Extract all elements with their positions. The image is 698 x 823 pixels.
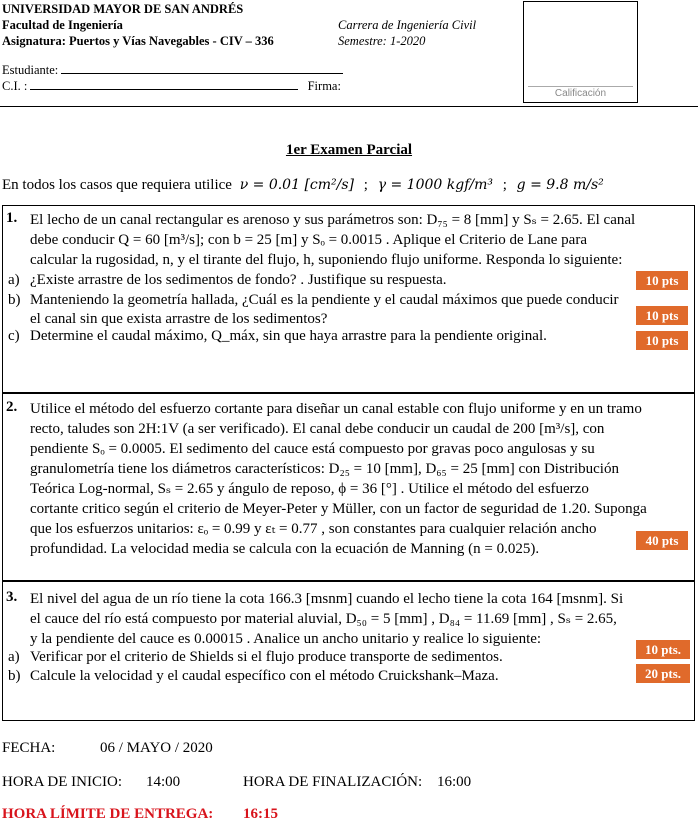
- q1-item-a-label: a): [8, 272, 20, 288]
- university-name: UNIVERSIDAD MAYOR DE SAN ANDRÉS: [2, 2, 244, 16]
- student-name-field[interactable]: [61, 62, 343, 74]
- question-3-text: [30, 589, 687, 649]
- q3-item-a-text: Verificar por el criterio de Shields si el flujo produce transporte de sedimentos.: [30, 649, 503, 665]
- faculty-name: Facultad de Ingeniería: [2, 18, 123, 32]
- question-3-number: 3.: [6, 589, 18, 605]
- q2-line: cortante critico según el criterio de Meyer-Peter y Müller, con un factor de seguridad de 1.20. Suponga: [30, 501, 647, 517]
- subject-name: Puertos y Vías Navegables - CIV – 336: [69, 34, 274, 48]
- q1-line: El lecho de un canal rectangular es arenoso y sus parámetros son: D₇₅ = 8 [mm] y Sₛ = 2.65. El canal: [30, 212, 636, 228]
- ci-field[interactable]: [30, 78, 298, 90]
- header-divider: [0, 106, 698, 107]
- q3-line: y la pendiente del cauce es 0.00015 . Analice un ancho unitario y realice lo siguiente:: [30, 631, 542, 647]
- q1-line: calcular la rugosidad, n, y el tirante del flujo, h, suponiendo flujo uniforme. Responda lo siguiente:: [30, 252, 623, 268]
- grade-box: [523, 1, 638, 103]
- q1-c-points-badge: 10 pts: [636, 331, 688, 350]
- grade-label: Calificación: [554, 88, 607, 99]
- q3-item-a-label: a): [8, 649, 20, 665]
- q3-item-b-label: b): [8, 668, 21, 684]
- deadline-value: 16:15: [243, 806, 278, 822]
- subject-line: [2, 33, 274, 49]
- date-value: 06 / MAYO / 2020: [100, 740, 213, 756]
- constant-gamma: γ = 1000 kgf/m³: [377, 177, 493, 193]
- q3-item-b-text: Calcule la velocidad y el caudal específico con el método Cruickshank–Maza.: [30, 668, 499, 684]
- q2-line: pendiente Sₒ = 0.0005. El sedimento del cauce está compuesto por gravas poco angulosas y su: [30, 441, 595, 457]
- q1-a-points-badge: 10 pts: [636, 271, 688, 290]
- signature-label: Firma:: [307, 79, 341, 93]
- q3-a-points-badge: 10 pts.: [636, 640, 690, 659]
- ci-line: [2, 78, 341, 94]
- student-line: [2, 62, 343, 78]
- exam-title: 1er Examen Parcial: [285, 142, 413, 158]
- q1-item-b-label: b): [8, 292, 21, 308]
- q3-line: El nivel del agua de un río tiene la cota 166.3 [msnm] cuando el lecho tiene la cota 164 [msnm]. Si: [30, 591, 624, 607]
- q1-item-c-label: c): [8, 328, 20, 344]
- start-time-label: HORA DE INICIO:: [2, 774, 122, 790]
- constants-line: En todos los casos que requiera utilice ν = 0.01 [cm²/s] ; γ = 1000 kgf/m³ ; g = 9.8 m/s²: [2, 177, 604, 193]
- q2-line: profundidad. La velocidad media se calcula con la ecuación de Manning (n = 0.025).: [30, 541, 540, 557]
- deadline-label: HORA LÍMITE DE ENTREGA:: [2, 806, 214, 822]
- q3-b-points-badge: 20 pts.: [636, 664, 690, 683]
- q2-line: Teórica Log-normal, Sₛ = 2.65 y ángulo de reposo, ϕ = 36 [°] . Utilice el método del esfuerzo: [30, 481, 589, 497]
- q2-line: Utilice el método del esfuerzo cortante para diseñar un canal estable con flujo uniforme y en un tramo: [30, 401, 642, 417]
- q1-line: debe conducir Q = 60 [m³/s]; con b = 25 [m] y Sₒ = 0.0015 . Aplique el Criterio de Lane para: [30, 232, 587, 248]
- semester: Semestre: 1-2020: [338, 34, 426, 48]
- date-label: FECHA:: [2, 740, 56, 756]
- q2-points-badge: 40 pts: [636, 531, 688, 550]
- constants-intro: En todos los casos que requiera utilice: [2, 177, 232, 193]
- q2-line: granulometría tiene los diámetros característicos: D₂₅ = 10 [mm], D₆₅ = 25 [mm] con Distribución: [30, 461, 619, 477]
- q1-item-b-text-1: Manteniendo la geometría hallada, ¿Cuál es la pendiente y el caudal máximos que puede conducir: [30, 292, 619, 308]
- student-label: Estudiante:: [2, 63, 59, 77]
- career-name: Carrera de Ingeniería Civil: [338, 18, 477, 32]
- question-1-number: 1.: [6, 210, 18, 226]
- constant-g: g = 9.8 m/s²: [516, 177, 604, 193]
- end-time-value: 16:00: [437, 774, 472, 790]
- grade-line: [528, 86, 633, 87]
- q1-b-points-badge: 10 pts: [636, 306, 688, 325]
- question-1-text: [30, 210, 687, 270]
- q3-line: el cauce del río está compuesto por material aluvial, D₅₀ = 5 [mm] , D₈₄ = 11.69 [mm] , Sₛ = 2.65,: [30, 611, 617, 627]
- q1-item-a-text: ¿Existe arrastre de los sedimentos de fondo? . Justifique su respuesta.: [30, 272, 447, 288]
- start-time-value: 14:00: [146, 774, 181, 790]
- constant-nu: ν = 0.01 [cm²/s]: [239, 177, 355, 193]
- q2-line: que los esfuerzos unitarios: εₒ = 0.99 y εₜ = 0.77 , son constantes para cualquier relación ancho: [30, 521, 597, 537]
- subject-label: Asignatura:: [2, 34, 66, 48]
- end-time-label: HORA DE FINALIZACIÓN:: [243, 774, 423, 790]
- question-2-text: [30, 399, 687, 559]
- question-2-number: 2.: [6, 399, 18, 415]
- ci-label: C.I. :: [2, 79, 28, 93]
- q2-line: recto, taludes son 2H:1V (a ser verificado). El canal debe conducir un caudal de 200 [m³/s], con: [30, 421, 605, 437]
- q1-item-c-text: Determine el caudal máximo, Q_máx, sin que haya arrastre para la pendiente original.: [30, 328, 547, 344]
- q1-item-b-text-2: el canal sin que exista arrastre de los sedimentos?: [30, 311, 328, 327]
